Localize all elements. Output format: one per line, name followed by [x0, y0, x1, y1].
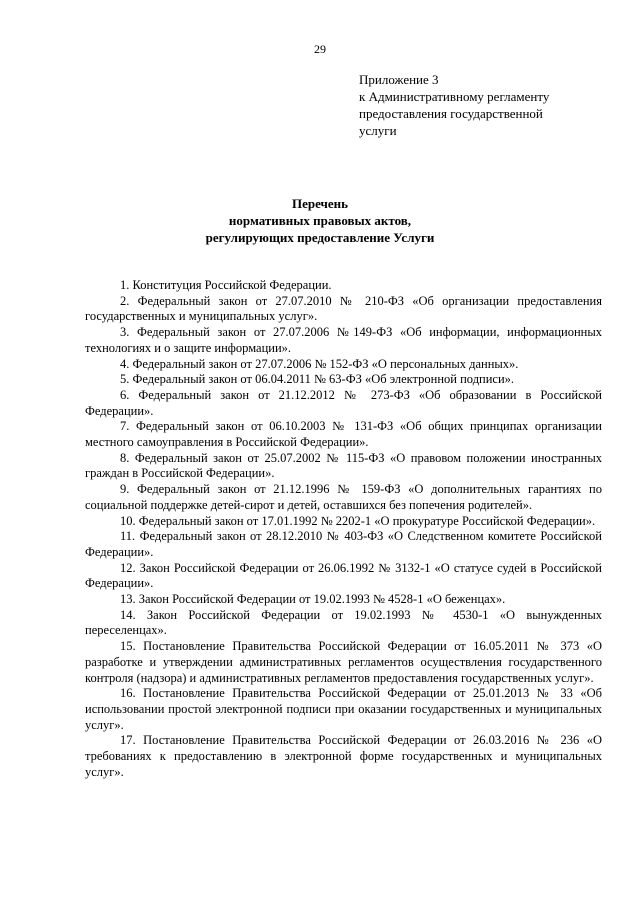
appendix-line: Приложение 3 [359, 72, 439, 87]
title-line: Перечень [291, 196, 349, 211]
legal-acts-list [85, 278, 602, 781]
list-item: 16. Постановление Правительства Российской Федерации от 25.01.2013 № 33 «Об использовании простой электронной подписи при оказании государственных и муниципальных услуг». [85, 686, 602, 732]
title-line: нормативных правовых актов, [228, 213, 412, 228]
list-item: 13. Закон Российской Федерации от 19.02.1993 № 4528-1 «О беженцах». [120, 592, 506, 607]
list-item: 9. Федеральный закон от 21.12.1996 № 159-ФЗ «О дополнительных гарантиях по социальной поддержке детей-сирот и детей, оставшихся без попечения родителей». [85, 482, 602, 512]
list-item: 11. Федеральный закон от 28.12.2010 № 403-ФЗ «О Следственном комитете Российской Федерации». [85, 529, 602, 559]
appendix-line: услуги [359, 123, 397, 138]
list-item: 12. Закон Российской Федерации от 26.06.1992 № 3132-1 «О статусе судей в Российской Федерации». [85, 560, 602, 591]
list-item: 1. Конституция Российской Федерации. [120, 278, 332, 292]
list-item: 14. Закон Российской Федерации от 19.02.1993 № 4530-1 «О вынужденных переселенцах». [85, 607, 602, 638]
list-item: 7. Федеральный закон от 06.10.2003 № 131-ФЗ «Об общих принципах организации местного самоуправления в Российской Федерации». [85, 419, 602, 450]
list-item: 4. Федеральный закон от 27.07.2006 № 152-ФЗ «О персональных данных». [120, 356, 519, 371]
list-item: 10. Федеральный закон от 17.01.1992 № 2202-1 «О прокуратуре Российской Федерации». [120, 513, 596, 528]
list-item: 3. Федеральный закон от 27.07.2006 №149-ФЗ «Об информации, информационных технологиях и о защите информации». [85, 325, 602, 355]
list-item: 15. Постановление Правительства Российской Федерации от 16.05.2011 № 373 «О разработке и утверждении административных регламентов осуществления государственного контроля (надзора) и административных регламентов предоставления государственных услуг». [85, 639, 602, 685]
appendix-line: предоставления государственной [359, 106, 543, 121]
list-item: 17. Постановление Правительства Российской Федерации от 26.03.2016 № 236 «О требованиях к предоставлению в электронной форме государственных и муниципальных услуг». [85, 733, 602, 779]
list-item: 2. Федеральный закон от 27.07.2010 № 210-ФЗ «Об организации предоставления государственных и муниципальных услуг». [85, 293, 602, 324]
appendix-line: к Административному регламенту [359, 89, 550, 104]
list-item: 6. Федеральный закон от 21.12.2012 № 273-ФЗ «Об образовании в Российской Федерации». [85, 387, 602, 418]
page-number: 29 [314, 42, 326, 56]
document-title [0, 195, 640, 246]
list-item: 8. Федеральный закон от 25.07.2002 № 115-ФЗ «О правовом положении иностранных граждан в Российской Федерации». [85, 450, 602, 481]
title-line: регулирующих предоставление Услуги [205, 230, 435, 245]
appendix-header [359, 71, 609, 139]
list-item: 5. Федеральный закон от 06.04.2011 № 63-ФЗ «Об электронной подписи». [120, 372, 515, 387]
